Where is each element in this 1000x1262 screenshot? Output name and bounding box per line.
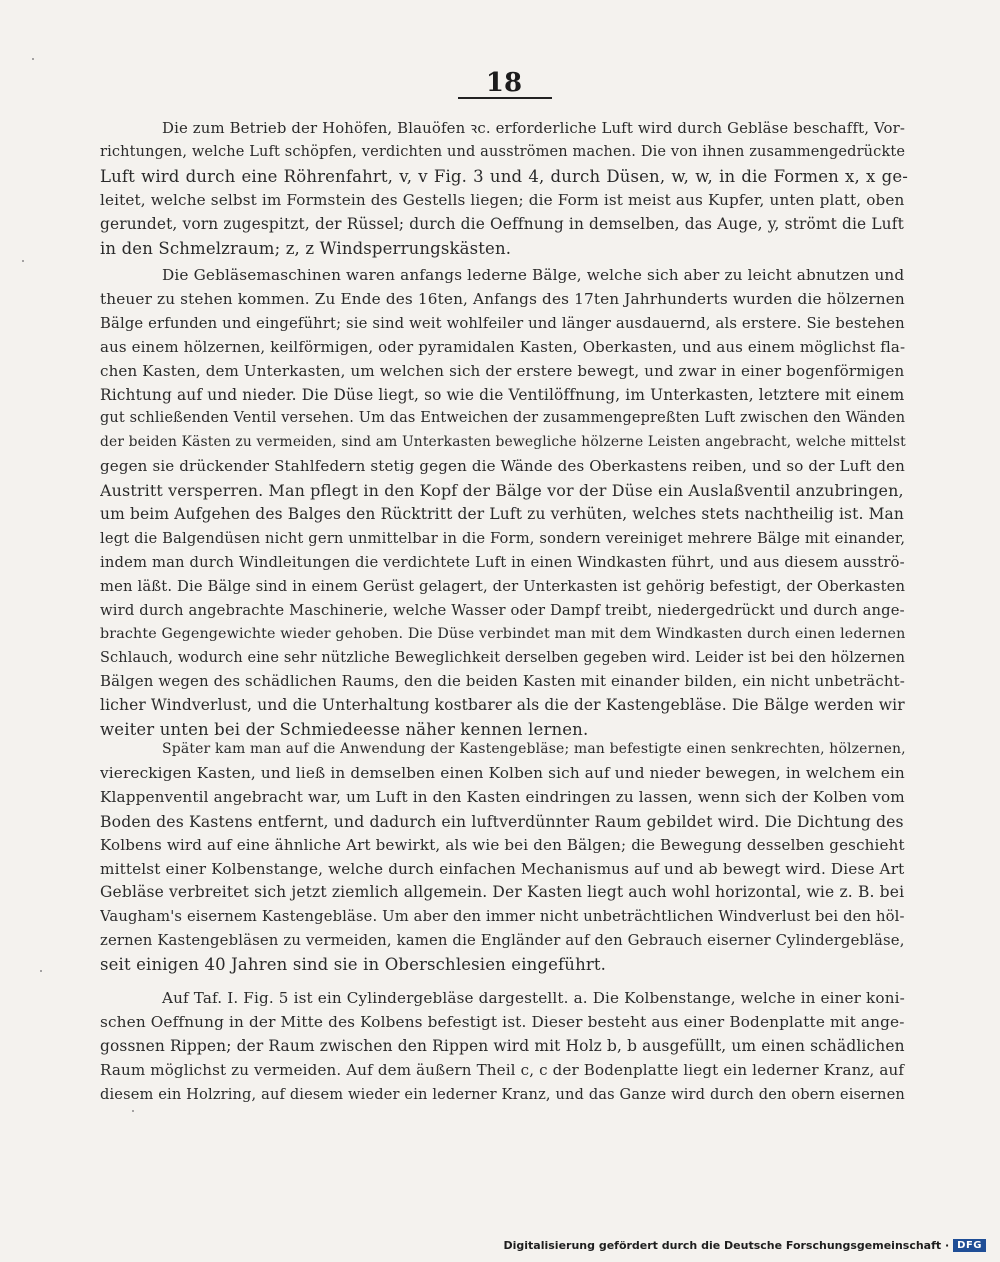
text-line: Später kam man auf die Anwendung der Kastengebläse; man befestigte einen senkrechten, hölzernen, bbox=[162, 741, 906, 757]
dfg-logo: DFG bbox=[953, 1239, 986, 1252]
scan-speck bbox=[132, 1110, 134, 1112]
paragraph-1 bbox=[100, 117, 908, 260]
text-line: seit einigen 40 Jahren sind sie in Oberschlesien eingeführt. bbox=[100, 955, 607, 975]
text-line: gossnen Rippen; der Raum zwischen den Rippen wird mit Holz b, b ausgefüllt, um einen schädlichen bbox=[100, 1036, 905, 1055]
text-line: Die zum Betrieb der Hohöfen, Blauöfen ꝛc. erforderliche Luft wird durch Gebläse beschafft, Vor- bbox=[162, 119, 906, 137]
text-line: Luft wird durch eine Röhrenfahrt, v, v Fig. 3 und 4, durch Düsen, w, w, in die Formen x, x ge- bbox=[100, 166, 908, 186]
scan-speck bbox=[22, 260, 24, 262]
text-line: schen Oeffnung in der Mitte des Kolbens befestigt ist. Dieser besteht aus einer Bodenplatte mit ange- bbox=[100, 1012, 905, 1031]
text-line: Auf Taf. I. Fig. 5 ist ein Cylindergebläse dargestellt. a. Die Kolbenstange, welche in einer koni- bbox=[162, 989, 905, 1007]
digitization-footer bbox=[503, 1239, 986, 1252]
text-line: Klappenventil angebracht war, um Luft in den Kasten eindringen zu lassen, wenn sich der Kolben vom bbox=[100, 787, 905, 806]
text-line: Vaugham's eisernem Kastengebläse. Um aber den immer nicht unbeträchtlichen Windverlust bei den höl- bbox=[100, 908, 905, 926]
text-line: Bälgen wegen des schädlichen Raums, den die beiden Kasten mit einander bilden, ein nicht unbeträcht- bbox=[100, 672, 905, 691]
text-line: Die Gebläsemaschinen waren anfangs lederne Bälge, welche sich aber zu leicht abnutzen und bbox=[162, 266, 905, 284]
text-line: diesem ein Holzring, auf diesem wieder ein lederner Kranz, und das Ganze wird durch den obern eisernen bbox=[100, 1085, 905, 1103]
text-line: Raum möglichst zu vermeiden. Auf dem äußern Theil c, c der Bodenplatte liegt ein lederner Kranz, auf bbox=[100, 1060, 905, 1079]
scan-speck bbox=[40, 970, 42, 972]
text-line: gerundet, vorn zugespitzt, der Rüssel; durch die Oeffnung in demselben, das Auge, y, strömt die Luft bbox=[100, 214, 904, 233]
text-line: leitet, welche selbst im Formstein des Gestells liegen; die Form ist meist aus Kupfer, unten platt, oben bbox=[100, 190, 905, 209]
paragraph-2 bbox=[100, 264, 908, 742]
text-line: wird durch angebrachte Maschinerie, welche Wasser oder Dampf treibt, niedergedrückt und durch ange- bbox=[100, 601, 905, 619]
text-line: zernen Kastengebläsen zu vermeiden, kamen die Engländer auf den Gebrauch eiserner Cylindergebläse, bbox=[100, 932, 905, 950]
text-line: aus einem hölzernen, keilförmigen, oder pyramidalen Kasten, Oberkasten, und aus einem möglichst fla- bbox=[100, 337, 906, 356]
text-line: Austritt versperren. Man pflegt in den Kopf der Bälge vor der Düse ein Auslaßventil anzubringen, bbox=[100, 481, 904, 501]
text-line: mittelst einer Kolbenstange, welche durch einfachen Mechanismus auf und ab bewegt wird. Diese Art bbox=[100, 859, 905, 878]
paragraph-4 bbox=[100, 987, 908, 1107]
paragraph-3 bbox=[100, 738, 908, 977]
text-line: theuer zu stehen kommen. Zu Ende des 16ten, Anfangs des 17ten Jahrhunderts wurden die hölzernen bbox=[100, 289, 905, 308]
text-line: Richtung auf und nieder. Die Düse liegt, so wie die Ventilöffnung, im Unterkasten, letztere mit einem bbox=[100, 385, 905, 404]
text-line: in den Schmelzraum; z, z Windsperrungskästen. bbox=[100, 238, 512, 258]
text-line: viereckigen Kasten, und ließ in demselben einen Kolben sich auf und nieder bewegen, in welchem ein bbox=[100, 763, 905, 782]
text-line: Gebläse verbreitet sich jetzt ziemlich allgemein. Der Kasten liegt auch wohl horizontal, wie z. B. bei bbox=[100, 883, 905, 902]
text-line: brachte Gegengewichte wieder gehoben. Die Düse verbindet man mit dem Windkasten durch einen ledernen bbox=[100, 625, 906, 642]
text-line: legt die Balgendüsen nicht gern unmittelbar in die Form, sondern vereiniget mehrere Bälge mit einander, bbox=[100, 529, 906, 547]
text-line: Boden des Kastens entfernt, und dadurch ein luftverdünnter Raum gebildet wird. Die Dichtung des bbox=[100, 811, 904, 831]
text-line: Schlauch, wodurch eine sehr nützliche Beweglichkeit derselben gegeben wird. Leider ist bei den hölzernen bbox=[100, 649, 906, 666]
text-line: indem man durch Windleitungen die verdichtete Luft in einen Windkasten führt, und aus diesem ausströ- bbox=[100, 553, 905, 571]
text-line: Kolbens wird auf eine ähnliche Art bewirkt, als wie bei den Bälgen; die Bewegung desselben geschieht bbox=[100, 835, 905, 854]
footer-text: Digitalisierung gefördert durch die Deutsche Forschungsgemeinschaft · bbox=[503, 1239, 950, 1252]
text-line: gegen sie drückender Stahlfedern stetig gegen die Wände des Oberkastens reiben, und so der Luft den bbox=[100, 457, 906, 476]
text-line: chen Kasten, dem Unterkasten, um welchen sich der erstere bewegt, und zwar in einer bogenförmigen bbox=[100, 361, 905, 380]
page-number-rule bbox=[458, 97, 552, 99]
text-line: gut schließenden Ventil versehen. Um das Entweichen der zusammengepreßten Luft zwischen den Wänden bbox=[100, 410, 906, 427]
text-line: weiter unten bei der Schmiedeesse näher kennen lernen. bbox=[100, 720, 589, 740]
text-line: Bälge erfunden und eingeführt; sie sind weit wohlfeiler und länger ausdauernd, als erstere. Sie bestehen bbox=[100, 314, 905, 332]
text-line: um beim Aufgehen des Balges den Rücktritt der Luft zu verhüten, welches stets nachtheilig ist. Man bbox=[100, 505, 904, 524]
scan-speck bbox=[32, 58, 34, 60]
text-line: der beiden Kästen zu vermeiden, sind am Unterkasten bewegliche hölzerne Leisten angebracht, welche mittelst bbox=[100, 434, 906, 451]
text-line: licher Windverlust, und die Unterhaltung kostbarer als die der Kastengebläse. Die Bälge werden wir bbox=[100, 696, 905, 715]
text-line: men läßt. Die Bälge sind in einem Gerüst gelagert, der Unterkasten ist gehörig befestigt, der Oberkasten bbox=[100, 577, 906, 595]
page-number: 18 bbox=[485, 68, 523, 98]
text-line: richtungen, welche Luft schöpfen, verdichten und ausströmen machen. Die von ihnen zusammengedrückte bbox=[100, 143, 906, 160]
